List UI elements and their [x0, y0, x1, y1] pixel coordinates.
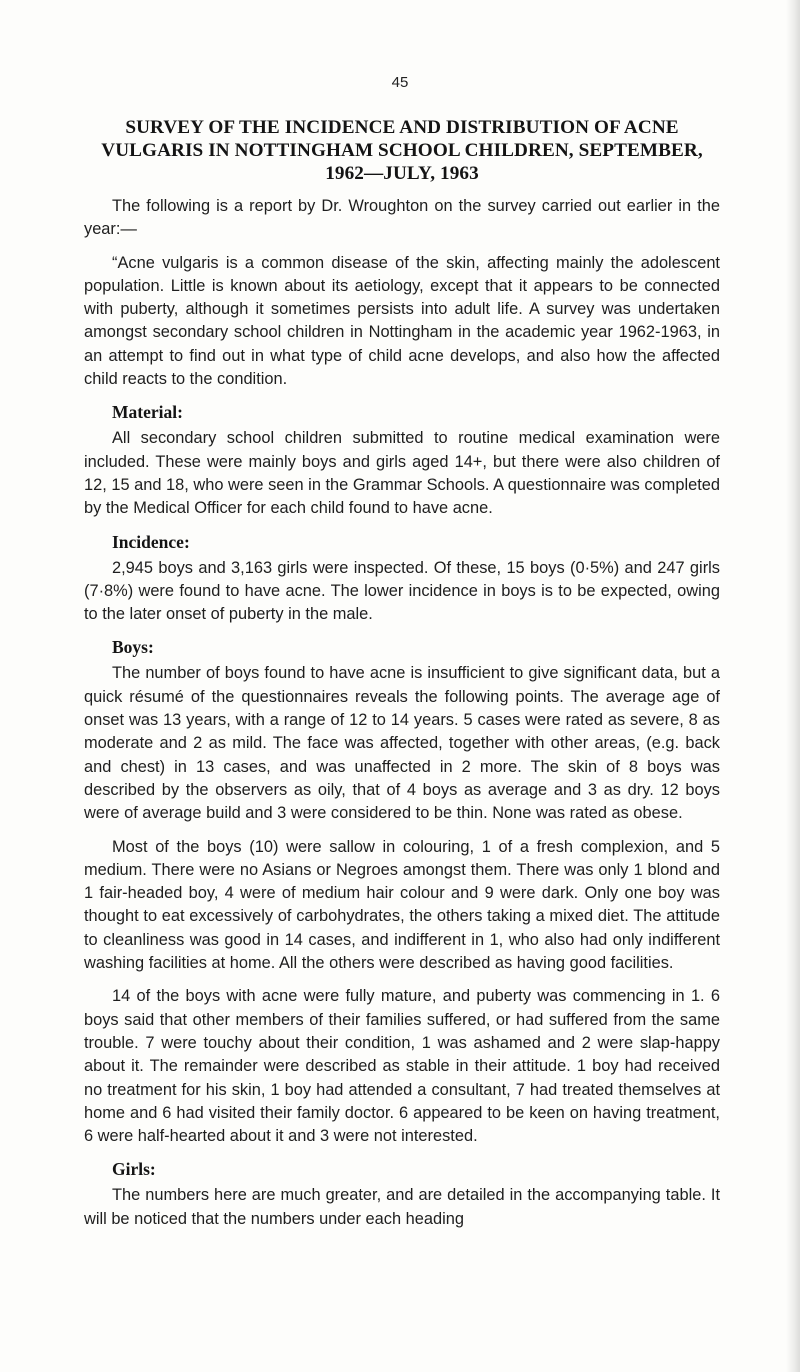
quote-opening-paragraph: “Acne vulgaris is a common disease of the skin, affecting mainly the adolescent population. Little is known about its aetiology, except that it appears to be connected with puberty, although it sometimes persists into adult life. A survey was undertaken amongst secondary school children in Nottingham in the academic year 1962-1963, in an attempt to find out in what type of child acne develops, and also how the affected child reacts to the condition. — [84, 253, 720, 389]
intro-paragraph: The following is a report by Dr. Wroughton on the survey carried out earlier in the year:— — [84, 197, 720, 239]
incidence-heading: Incidence: — [112, 531, 190, 552]
girls-heading: Girls: — [112, 1159, 156, 1180]
report-title — [84, 116, 720, 185]
boys-paragraph-3: 14 of the boys with acne were fully mature, and puberty was commencing in 1. 6 boys said that other members of their families suffered, or had suffered from the same trouble. 7 were touchy about their condition, 1 was ashamed and 2 were slap-happy about it. The remainder were described as stable in their attitude. 1 boy had received no treatment for his skin, 1 boy had attended a consultant, 7 had treated themselves at home and 6 had visited their family doctor. 6 appeared to be keen on having treatment, 6 were half-hearted about it and 3 were not interested. — [84, 987, 720, 1146]
boys-heading: Boys: — [112, 637, 154, 658]
material-paragraph: All secondary school children submitted to routine medical examination were included. These were mainly boys and girls aged 14+, but there were also children of 12, 15 and 18, who were seen in the Grammar Schools. A questionnaire was completed by the Medical Officer for each child found to have acne. — [84, 429, 720, 518]
report-title-line-3: 1962—JULY, 1963 — [325, 163, 479, 184]
report-body — [84, 116, 720, 1241]
report-title-line-2: VULGARIS IN NOTTINGHAM SCHOOL CHILDREN, SEPTEMBER, — [101, 140, 703, 161]
page-number: 45 — [391, 74, 409, 91]
incidence-paragraph: 2,945 boys and 3,163 girls were inspected. Of these, 15 boys (0·5%) and 247 girls (7·8%) were found to have acne. The lower incidence in boys is to be expected, owing to the later onset of puberty in the male. — [84, 558, 720, 624]
boys-paragraph-2: Most of the boys (10) were sallow in colouring, 1 of a fresh complexion, and 5 medium. There were no Asians or Negroes amongst them. There was only 1 blond and 1 fair-headed boy, 4 were of medium hair colour and 9 were dark. Only one boy was thought to eat excessively of carbohydrates, the others taking a mixed diet. The attitude to cleanliness was good in 14 cases, and indifferent in 1, who also had only indifferent washing facilities at home. All the others were described as having good facilities. — [84, 837, 720, 973]
material-heading: Material: — [112, 402, 183, 423]
girls-paragraph: The numbers here are much greater, and are detailed in the accompanying table. It will be noticed that the numbers under each heading — [84, 1186, 720, 1228]
boys-paragraph-1: The number of boys found to have acne is insufficient to give significant data, but a quick résumé of the questionnaires reveals the following points. The average age of onset was 13 years, with a range of 12 to 14 years. 5 cases were rated as severe, 8 as moderate and 2 as mild. The face was affected, together with other areas, (e.g. back and chest) in 13 cases, and was unaffected in 2 more. The skin of 8 boys was described by the observers as oily, that of 4 boys as average and 3 as dry. 12 boys were of average build and 3 were considered to be thin. None was rated as obese. — [84, 664, 720, 823]
report-title-line-1: SURVEY OF THE INCIDENCE AND DISTRIBUTION OF ACNE — [125, 117, 679, 138]
page-edge-shadow — [786, 0, 800, 1372]
